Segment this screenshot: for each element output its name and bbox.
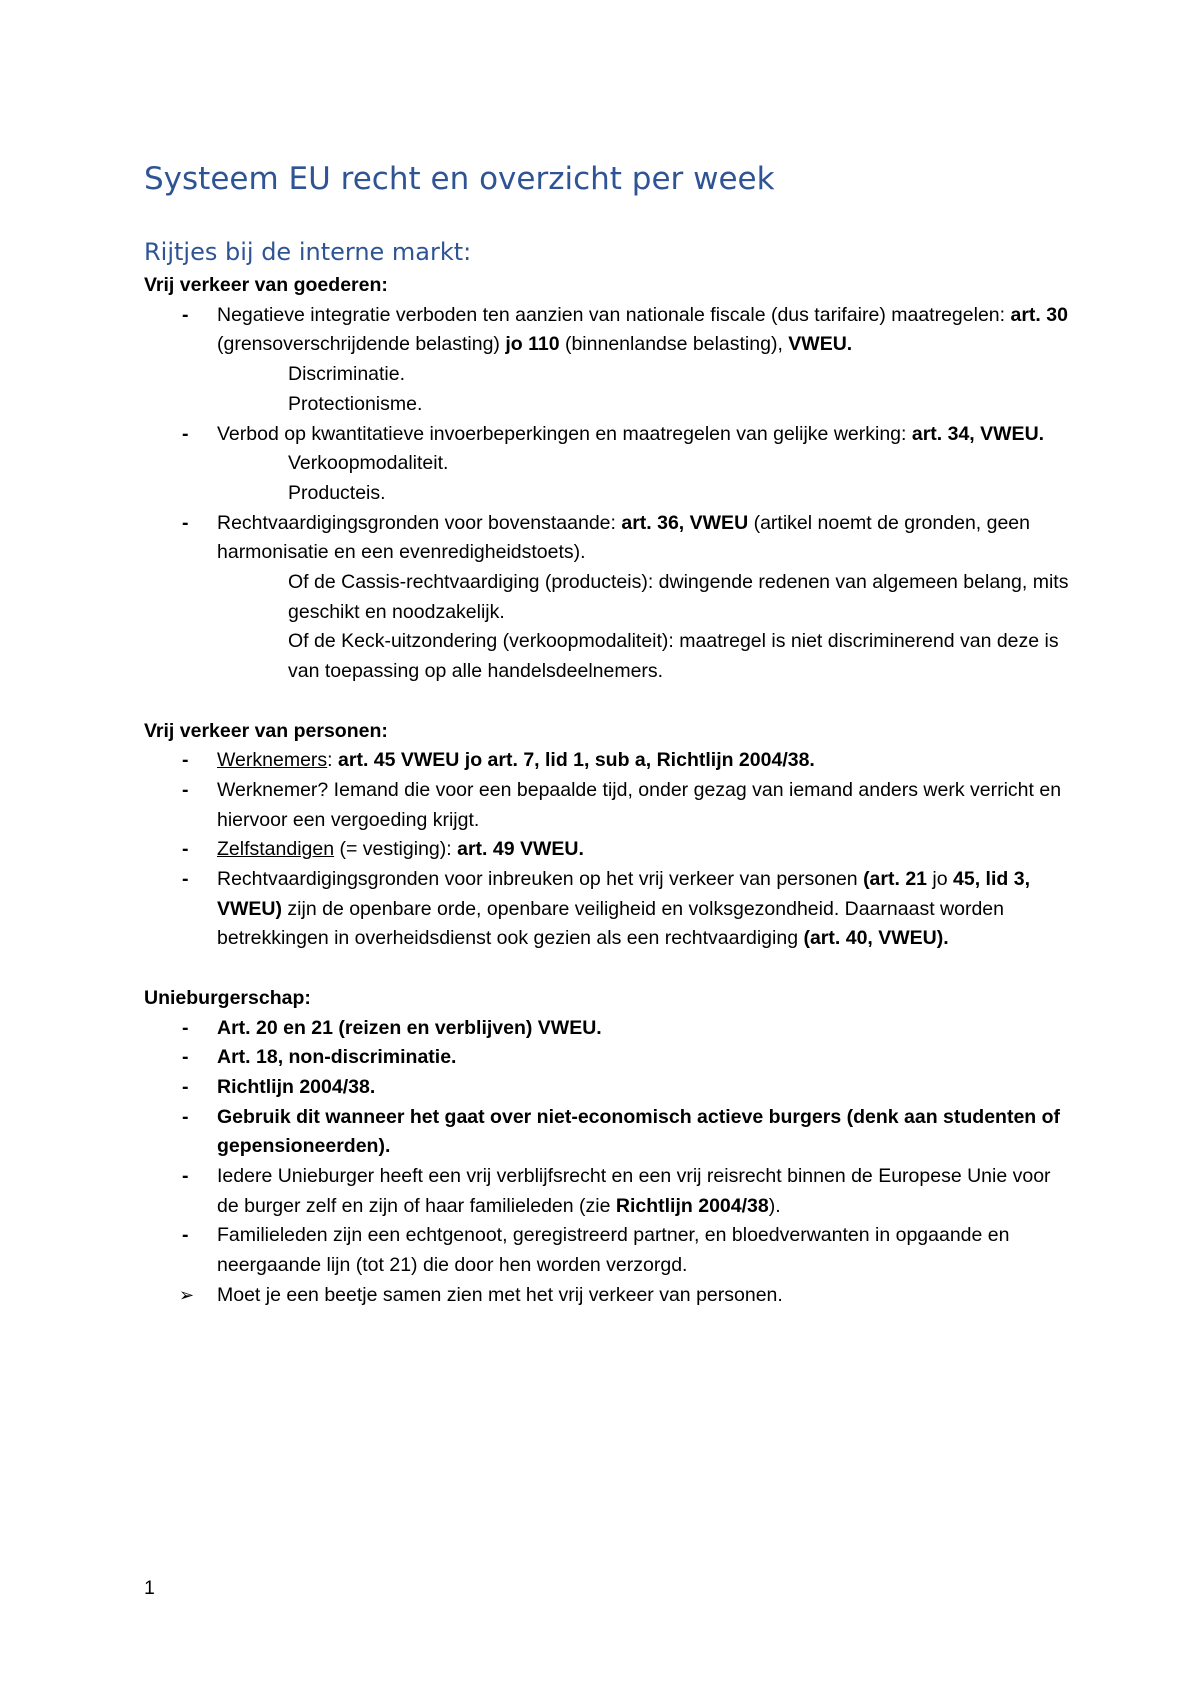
list-item — [144, 1162, 1074, 1221]
text-run: Rechtvaardigingsgronden voor inbreuken op het vrij verkeer van personen — [217, 868, 864, 891]
bold-reference: art. 30 — [1010, 303, 1068, 326]
document-title: Systeem EU recht en overzicht per week — [144, 161, 775, 197]
bold-reference: art. 36, VWEU — [621, 511, 749, 534]
list-item — [144, 1043, 1074, 1073]
document-body — [144, 271, 1074, 1311]
bold-reference: 45, lid 3, VWEU) — [217, 868, 1030, 920]
goederen-heading: Vrij verkeer van goederen: — [144, 274, 388, 296]
text-run: (artikel noemt de gronden, geen harmonisatie en een evenredigheidstoets). — [217, 511, 1031, 564]
bold-text: Gebruik dit wanneer het gaat over niet-economisch actieve burgers (denk aan studenten of gepensioneerden). — [217, 1105, 1061, 1158]
bold-reference: Richtlijn 2004/38 — [615, 1194, 769, 1217]
list-item — [144, 835, 1074, 865]
bold-text: Richtlijn 2004/38. — [217, 1075, 376, 1098]
goederen-list — [144, 509, 1074, 568]
arrow-list — [144, 1281, 1074, 1311]
bold-reference: art. 49 VWEU. — [457, 838, 584, 861]
bold-reference: art. 45 VWEU jo art. 7, lid 1, sub a, Richtlijn 2004/38. — [338, 749, 815, 772]
text-run: Familieleden zijn een echtgenoot, geregistreerd partner, en bloedverwanten in opgaande en neergaande lijn (tot 21) die door hen worden verzorgd. — [217, 1224, 1010, 1277]
bold-reference: art. 34, VWEU. — [911, 422, 1045, 445]
list-item — [144, 420, 1074, 450]
section-subtitle: Rijtjes bij de interne markt: — [144, 238, 472, 266]
page-number: 1 — [144, 1577, 155, 1599]
paragraph-spacer — [144, 954, 1074, 984]
list-item — [144, 1103, 1074, 1162]
text-run: Rechtvaardigingsgronden voor bovenstaande: — [217, 511, 622, 534]
bold-text: Art. 20 en 21 (reizen en verblijven) VWEU. — [217, 1016, 602, 1039]
sub-item: Discriminatie. — [288, 363, 406, 386]
text-run: Iedere Unieburger heeft een vrij verblijfsrecht en een vrij reisrecht binnen de Europese Unie voor de burger zelf en zijn of haar familieleden (zie — [217, 1165, 1051, 1217]
bold-reference: VWEU. — [788, 333, 853, 356]
text-run: jo — [927, 868, 954, 891]
sub-item: Verkoopmodaliteit. — [288, 452, 449, 475]
sub-item: Protectionisme. — [288, 392, 423, 415]
text-run: ). — [768, 1194, 781, 1217]
list-item — [144, 865, 1074, 954]
unie-heading: Unieburgerschap: — [144, 986, 311, 1009]
bold-reference: (art. 40, VWEU). — [803, 927, 949, 950]
list-item — [144, 301, 1074, 360]
text-run: zijn de openbare orde, openbare veiligheid en volksgezondheid. Daarnaast worden betrekkingen in overheidsdienst ook gezien als een rechtvaardiging — [217, 897, 1004, 950]
sub-item: Of de Cassis-rechtvaardiging (producteis): dwingende redenen van algemeen belang, mits geschikt en noodzakelijk. — [288, 571, 1069, 623]
list-item — [144, 746, 1074, 776]
list-item — [144, 1014, 1074, 1044]
arrow-item — [144, 1281, 1074, 1311]
goederen-list — [144, 420, 1074, 450]
underlined-term: Werknemers — [217, 749, 328, 772]
bold-text: Art. 18, non-discriminatie. — [217, 1046, 457, 1069]
list-item — [144, 1073, 1074, 1103]
list-item — [144, 1221, 1074, 1280]
personen-list — [144, 746, 1074, 954]
sub-item: Producteis. — [288, 481, 386, 504]
underlined-term: Zelfstandigen — [217, 838, 335, 861]
unie-list — [144, 1014, 1074, 1281]
bold-reference: jo 110 — [505, 333, 560, 356]
list-item — [144, 509, 1074, 568]
text-run: Verbod op kwantitatieve invoerbeperkingen en maatregelen van gelijke werking: — [217, 422, 912, 445]
list-item — [144, 776, 1074, 835]
text-run: (= vestiging): — [334, 838, 458, 861]
paragraph-spacer — [144, 687, 1074, 717]
text-run: (grensoverschrijdende belasting) — [217, 333, 506, 356]
text-run: Moet je een beetje samen zien met het vrij verkeer van personen. — [217, 1283, 783, 1306]
goederen-list — [144, 301, 1074, 360]
text-run: Werknemer? Iemand die voor een bepaalde tijd, onder gezag van iemand anders werk verricht en hiervoor een vergoeding krijgt. — [217, 778, 1062, 831]
text-run: (binnenlandse belasting), — [559, 333, 789, 356]
sub-item: Of de Keck-uitzondering (verkoopmodaliteit): maatregel is niet discriminerend van deze is van toepassing op alle handelsdeelnemers. — [288, 630, 1059, 683]
text-run: : — [327, 749, 339, 772]
text-run: Negatieve integratie verboden ten aanzien van nationale fiscale (dus tarifaire) maatregelen: — [217, 303, 1011, 326]
personen-heading: Vrij verkeer van personen: — [144, 719, 388, 742]
bold-reference: (art. 21 — [863, 868, 928, 891]
